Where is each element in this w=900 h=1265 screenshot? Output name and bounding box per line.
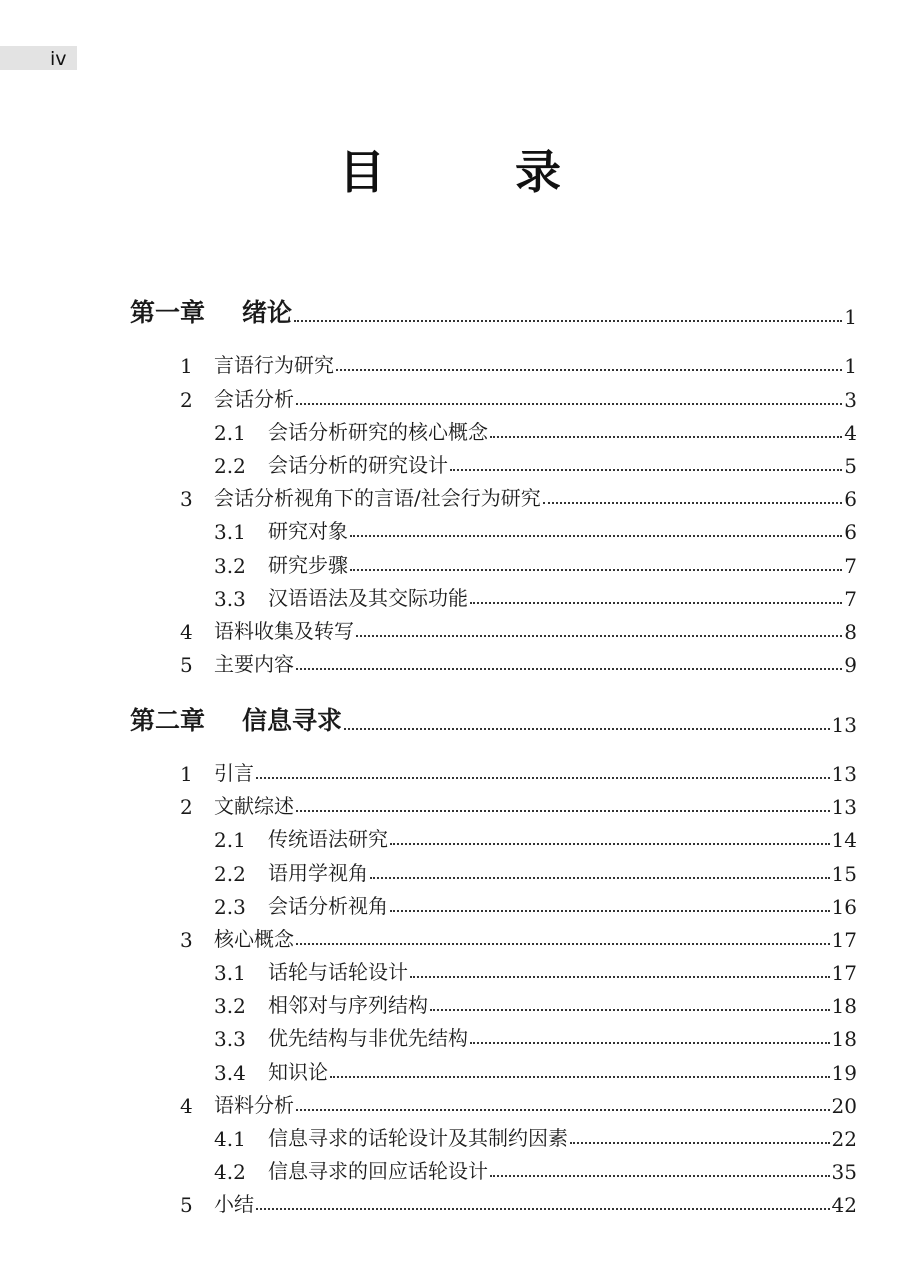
toc-entry[interactable]	[130, 348, 857, 378]
toc-entry-number: 第一章	[130, 298, 206, 327]
toc-entry-page: 35	[831, 1160, 857, 1184]
toc-entry[interactable]	[130, 822, 857, 852]
toc-entry-page: 7	[844, 587, 857, 611]
toc-entry-label: 传统语法研究	[268, 827, 388, 851]
toc-entry-number: 3.2	[214, 994, 246, 1018]
toc-entry-number: 3.3	[214, 1027, 246, 1051]
toc-entry-number: 5	[180, 653, 193, 677]
toc-chapter-entry[interactable]	[130, 299, 857, 329]
toc-entry-page: 22	[831, 1127, 857, 1151]
toc-entry-page: 19	[831, 1061, 857, 1085]
toc-entry-number: 第二章	[130, 706, 206, 735]
toc-entry-page: 8	[844, 620, 857, 644]
toc-entry-number: 2.2	[214, 862, 246, 886]
toc-entry[interactable]	[130, 1088, 857, 1118]
toc-entry-label: 主要内容	[214, 652, 294, 676]
toc-entry[interactable]	[130, 756, 857, 786]
toc-entry[interactable]	[130, 614, 857, 644]
toc-entry-page: 1	[844, 354, 857, 378]
toc-entry[interactable]	[130, 1187, 857, 1217]
toc-entry-page: 18	[831, 1027, 857, 1051]
toc-chapter-entry[interactable]	[130, 707, 857, 737]
dot-leader	[350, 535, 842, 537]
toc-entry-number: 3	[180, 928, 193, 952]
toc-entry[interactable]	[130, 856, 857, 886]
toc-entry[interactable]	[130, 1021, 857, 1051]
toc-entry-number: 4.2	[214, 1160, 246, 1184]
toc-entry-label: 会话分析的研究设计	[268, 453, 448, 477]
dot-leader	[570, 1142, 830, 1144]
toc-entry[interactable]	[130, 647, 857, 677]
toc-entry[interactable]	[130, 448, 857, 478]
toc-entry-page: 1	[844, 305, 857, 329]
toc-entry[interactable]	[130, 922, 857, 952]
toc-entry-label: 引言	[214, 761, 254, 785]
toc-entry-label: 信息寻求	[242, 706, 343, 735]
toc-entry-page: 15	[831, 862, 857, 886]
toc-entry[interactable]	[130, 581, 857, 611]
toc-entry-page: 13	[831, 713, 857, 737]
toc-entry-number: 4.1	[214, 1127, 246, 1151]
toc-entry-page: 17	[831, 961, 857, 985]
toc-entry-label: 会话分析视角	[268, 894, 388, 918]
dot-leader	[296, 943, 830, 945]
dot-leader	[450, 469, 842, 471]
dot-leader	[356, 635, 842, 637]
toc-entry-number: 3	[180, 487, 193, 511]
dot-leader	[410, 976, 830, 978]
toc-entry-page: 4	[844, 421, 857, 445]
toc-entry-label: 语料收集及转写	[214, 619, 354, 643]
toc-entry-label: 绪论	[242, 298, 293, 327]
toc-entry-page: 14	[831, 828, 857, 852]
page-number: iv	[50, 48, 67, 70]
page-title: 目 录	[339, 145, 603, 199]
toc-entry-label: 会话分析研究的核心概念	[268, 420, 488, 444]
toc-entry-number: 4	[180, 620, 193, 644]
toc-entry-label: 语用学视角	[268, 861, 368, 885]
dot-leader	[470, 1042, 830, 1044]
toc-entry-page: 20	[831, 1094, 857, 1118]
toc-entry-label: 优先结构与非优先结构	[268, 1026, 468, 1050]
toc-entry-label: 核心概念	[214, 927, 294, 951]
toc-entry-label: 研究对象	[268, 519, 348, 543]
dot-leader	[296, 1109, 830, 1111]
toc-entry-page: 42	[831, 1193, 857, 1217]
dot-leader	[330, 1076, 830, 1078]
dot-leader	[390, 910, 830, 912]
dot-leader	[344, 728, 830, 730]
toc-entry-label: 研究步骤	[268, 553, 348, 577]
dot-leader	[256, 1208, 830, 1210]
dot-leader	[390, 843, 830, 845]
toc-entry[interactable]	[130, 415, 857, 445]
toc-entry-label: 知识论	[268, 1060, 328, 1084]
toc-entry-number: 2.1	[214, 828, 246, 852]
toc-entry-page: 6	[844, 487, 857, 511]
dot-leader	[490, 436, 842, 438]
dot-leader	[294, 320, 842, 322]
dot-leader	[430, 1009, 830, 1011]
toc-entry-page: 17	[831, 928, 857, 952]
toc-entry-label: 语料分析	[214, 1093, 294, 1117]
toc-entry[interactable]	[130, 889, 857, 919]
toc-entry[interactable]	[130, 514, 857, 544]
toc-entry[interactable]	[130, 789, 857, 819]
dot-leader	[543, 502, 843, 504]
dot-leader	[296, 403, 842, 405]
toc-entry-label: 汉语语法及其交际功能	[268, 586, 468, 610]
dot-leader	[296, 810, 830, 812]
dot-leader	[490, 1175, 830, 1177]
toc-entry-number: 2	[180, 388, 193, 412]
toc-entry-label: 信息寻求的回应话轮设计	[268, 1159, 488, 1183]
toc-entry-number: 1	[180, 762, 193, 786]
toc-entry[interactable]	[130, 1121, 857, 1151]
toc-entry-label: 信息寻求的话轮设计及其制约因素	[268, 1126, 568, 1150]
toc-entry-number: 3.1	[214, 961, 246, 985]
toc-entry-label: 会话分析视角下的言语/社会行为研究	[214, 486, 541, 510]
toc-entry-page: 3	[844, 388, 857, 412]
toc-entry-label: 言语行为研究	[214, 353, 334, 377]
dot-leader	[370, 877, 830, 879]
page-number-tab	[0, 46, 77, 70]
toc-entry-number: 5	[180, 1193, 193, 1217]
toc-entry-number: 3.3	[214, 587, 246, 611]
toc-entry[interactable]	[130, 988, 857, 1018]
toc-entry[interactable]	[130, 382, 857, 412]
toc-entry-number: 1	[180, 354, 193, 378]
toc-entry[interactable]	[130, 1154, 857, 1184]
toc-entry-page: 5	[844, 454, 857, 478]
toc-entry-number: 4	[180, 1094, 193, 1118]
toc-entry-label: 话轮与话轮设计	[268, 960, 408, 984]
toc-entry-page: 13	[831, 762, 857, 786]
toc-entry-page: 13	[831, 795, 857, 819]
toc-entry-page: 16	[831, 895, 857, 919]
toc-entry[interactable]	[130, 1055, 857, 1085]
toc-entry-label: 相邻对与序列结构	[268, 993, 428, 1017]
toc-entry-number: 2	[180, 795, 193, 819]
toc-entry-page: 6	[844, 520, 857, 544]
dot-leader	[296, 668, 842, 670]
toc-entry-page: 7	[844, 554, 857, 578]
dot-leader	[350, 569, 842, 571]
toc-entry-number: 2.3	[214, 895, 246, 919]
toc-entry-page: 9	[844, 653, 857, 677]
toc-entry-number: 2.1	[214, 421, 246, 445]
dot-leader	[470, 602, 842, 604]
toc-entry[interactable]	[130, 481, 857, 511]
dot-leader	[256, 777, 830, 779]
toc-entry-label: 小结	[214, 1192, 254, 1216]
toc-entry[interactable]	[130, 548, 857, 578]
toc-entry-page: 18	[831, 994, 857, 1018]
toc-entry-number: 3.1	[214, 520, 246, 544]
toc-entry-label: 文献综述	[214, 794, 294, 818]
toc-entry-number: 3.4	[214, 1061, 246, 1085]
toc-entry[interactable]	[130, 955, 857, 985]
toc-entry-number: 2.2	[214, 454, 246, 478]
toc-entry-label: 会话分析	[214, 387, 294, 411]
toc-entry-number: 3.2	[214, 554, 246, 578]
dot-leader	[336, 369, 842, 371]
